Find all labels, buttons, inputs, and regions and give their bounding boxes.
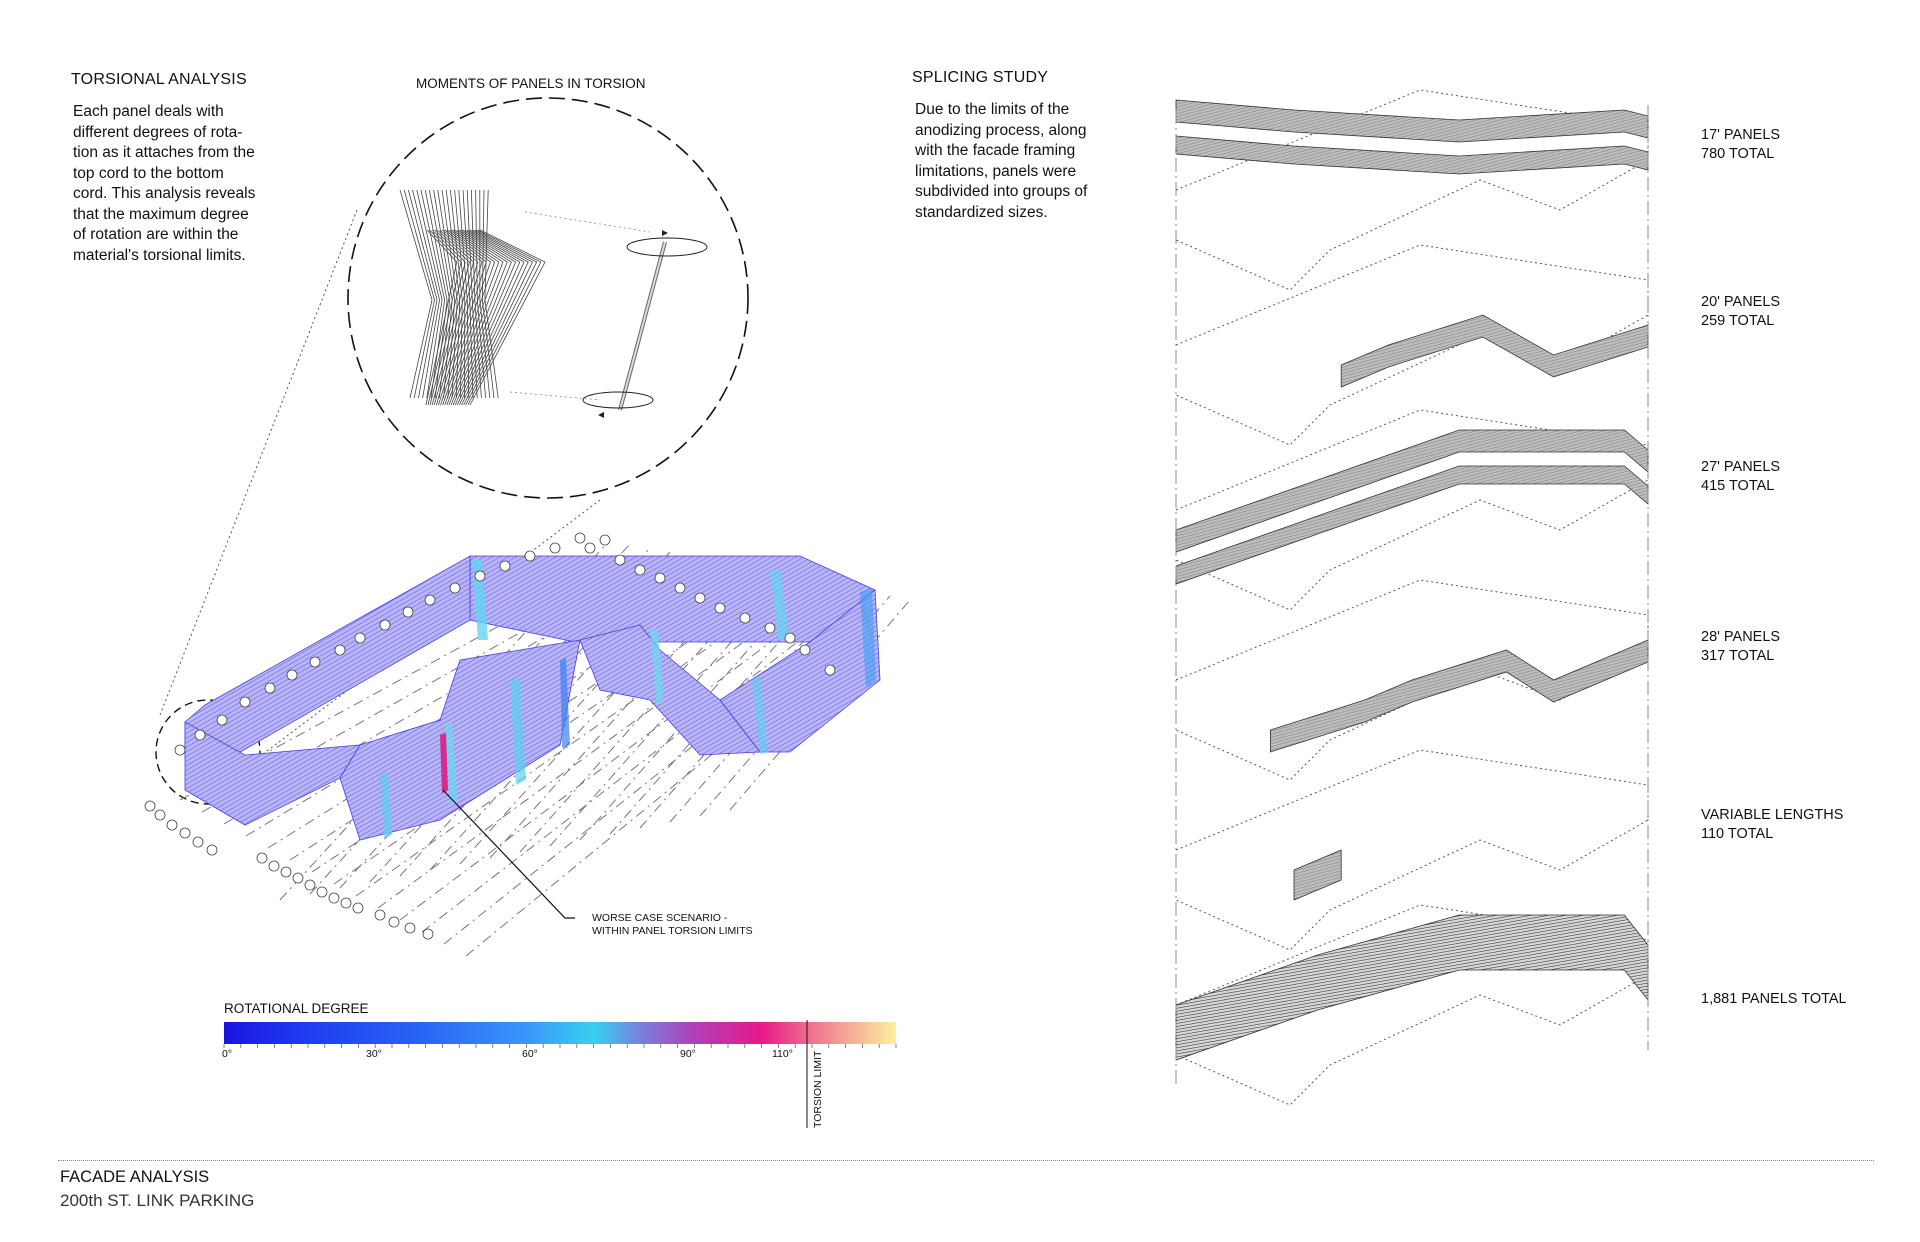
panel-chevron <box>425 190 447 398</box>
splice-band <box>1176 915 1648 1060</box>
worst-case-line: WORSE CASE SCENARIO - <box>592 912 728 924</box>
parking-model-torsion <box>185 556 880 840</box>
grid-marker <box>193 837 203 847</box>
splice-layer <box>1176 90 1648 290</box>
splice-group-total: 780 TOTAL <box>1701 146 1775 162</box>
grid-marker <box>380 620 390 630</box>
splice-group-total: 317 TOTAL <box>1701 648 1775 664</box>
grid-marker <box>281 867 291 877</box>
grid-marker <box>675 583 685 593</box>
splice-group-name: 28' PANELS <box>1701 629 1781 645</box>
torsional-line: of rotation are within the <box>73 226 239 243</box>
torsion-panels-detail <box>400 190 707 418</box>
grid-marker <box>615 555 625 565</box>
worst-case-label <box>592 912 753 938</box>
grid-marker <box>600 535 610 545</box>
legend-tick-110: 110° <box>772 1048 793 1060</box>
grid-marker <box>155 810 165 820</box>
splice-band <box>1176 100 1648 142</box>
magnifier-circle <box>348 98 748 498</box>
grid-marker <box>785 633 795 643</box>
splicing-body <box>915 100 1135 223</box>
grid-marker <box>695 593 705 603</box>
grid-marker <box>375 910 385 920</box>
rotation-arrow-bottom <box>583 392 653 408</box>
grid-marker <box>550 543 560 553</box>
legend-title: ROTATIONAL DEGREE <box>224 1001 369 1016</box>
torsional-line: top cord to the bottom <box>73 164 224 182</box>
grid-marker <box>500 561 510 571</box>
grid-marker <box>423 929 433 939</box>
splicing-line: standardized sizes. <box>915 203 1048 221</box>
legend-tick-30: 30° <box>366 1048 382 1060</box>
splice-group-name: VARIABLE LENGTHS <box>1701 807 1844 823</box>
grid-marker <box>293 873 303 883</box>
grid-marker <box>305 880 315 890</box>
torsional-line: Each panel deals with <box>73 103 224 120</box>
splice-group <box>1701 126 1780 164</box>
splicing-line: limitations, panels were <box>915 162 1077 180</box>
grid-marker <box>715 603 725 613</box>
torsional-line: material's torsional limits. <box>73 246 246 264</box>
splice-layer <box>1176 580 1648 780</box>
torsion-limit-label: TORSION LIMIT <box>812 1050 824 1128</box>
grid-marker <box>180 828 190 838</box>
grid-marker <box>405 923 415 933</box>
grid-marker <box>217 715 227 725</box>
torsional-line: that the maximum degree <box>73 205 249 223</box>
grid-marker <box>257 853 267 863</box>
splice-group-total: 110 TOTAL <box>1701 826 1774 842</box>
footer-divider <box>58 1160 1874 1161</box>
grid-marker <box>475 571 485 581</box>
panel-chevron <box>400 190 432 398</box>
torsional-title: TORSIONAL ANALYSIS <box>71 71 247 88</box>
legend-tick-60: 60° <box>522 1048 538 1060</box>
grid-marker <box>450 583 460 593</box>
grid-marker <box>800 645 810 655</box>
splice-band <box>1341 315 1648 387</box>
grid-marker <box>269 861 279 871</box>
worst-case-line: WITHIN PANEL TORSION LIMITS <box>592 925 753 937</box>
rotational-degree-gradient <box>224 1022 896 1044</box>
grid-marker <box>655 573 665 583</box>
grid-marker <box>825 665 835 675</box>
splicing-line: anodizing process, along <box>915 121 1087 139</box>
grid-marker <box>389 917 399 927</box>
panel-chevron <box>482 190 494 398</box>
splice-band <box>1294 850 1341 900</box>
splice-group-name: 27' PANELS <box>1701 459 1781 475</box>
torsional-line: tion as it attaches from the <box>73 144 255 161</box>
grid-marker <box>195 730 205 740</box>
splice-layer <box>1176 410 1648 610</box>
splice-group <box>1701 806 1843 844</box>
grid-marker <box>167 820 177 830</box>
splice-group <box>1701 458 1780 496</box>
splice-group-name: 17' PANELS <box>1701 127 1781 143</box>
splice-group-total: 415 TOTAL <box>1701 478 1775 494</box>
grid-marker <box>575 533 585 543</box>
grid-marker <box>265 683 275 693</box>
splicing-title: SPLICING STUDY <box>912 69 1049 86</box>
grid-marker <box>353 903 363 913</box>
grid-marker <box>525 551 535 561</box>
splicing-stack <box>1176 90 1648 1105</box>
grid-marker <box>240 697 250 707</box>
grid-marker <box>287 670 297 680</box>
splice-group-name: 1,881 PANELS TOTAL <box>1701 991 1847 1007</box>
grid-marker <box>310 657 320 667</box>
grid-marker <box>145 801 155 811</box>
grid-marker <box>403 607 413 617</box>
grid-marker <box>740 613 750 623</box>
splice-layer <box>1176 905 1648 1105</box>
splice-layer <box>1176 245 1648 445</box>
grid-marker <box>207 845 217 855</box>
splicing-line: subdivided into groups of <box>915 183 1088 200</box>
grid-marker <box>329 893 339 903</box>
splice-group <box>1701 293 1780 331</box>
grid-marker <box>355 633 365 643</box>
grid-marker <box>175 745 185 755</box>
grid-marker <box>765 623 775 633</box>
legend-tick-90: 90° <box>680 1048 696 1060</box>
grid-marker <box>585 543 595 553</box>
grid-marker <box>317 887 327 897</box>
splicing-line: with the facade framing <box>915 142 1076 159</box>
grid-marker <box>341 898 351 908</box>
grid-marker <box>335 645 345 655</box>
splice-band <box>1176 136 1648 174</box>
grid-marker <box>425 595 435 605</box>
rotation-arrow-top <box>627 238 707 256</box>
splice-band <box>1270 640 1648 752</box>
moments-title: MOMENTS OF PANELS IN TORSION <box>416 76 646 91</box>
splice-group <box>1701 628 1780 666</box>
footer-subtitle: 200th ST. LINK PARKING <box>60 1191 255 1210</box>
torsional-line: different degrees of rota- <box>73 123 243 141</box>
splice-group-name: 20' PANELS <box>1701 294 1781 310</box>
splice-group-total: 259 TOTAL <box>1701 313 1775 329</box>
legend-tick-0: 0° <box>222 1048 233 1060</box>
torsional-line: cord. This analysis reveals <box>73 185 256 202</box>
splice-group <box>1701 990 1847 1009</box>
footer-title: FACADE ANALYSIS <box>60 1168 210 1186</box>
splicing-line: Due to the limits of the <box>915 101 1070 118</box>
grid-marker <box>635 565 645 575</box>
